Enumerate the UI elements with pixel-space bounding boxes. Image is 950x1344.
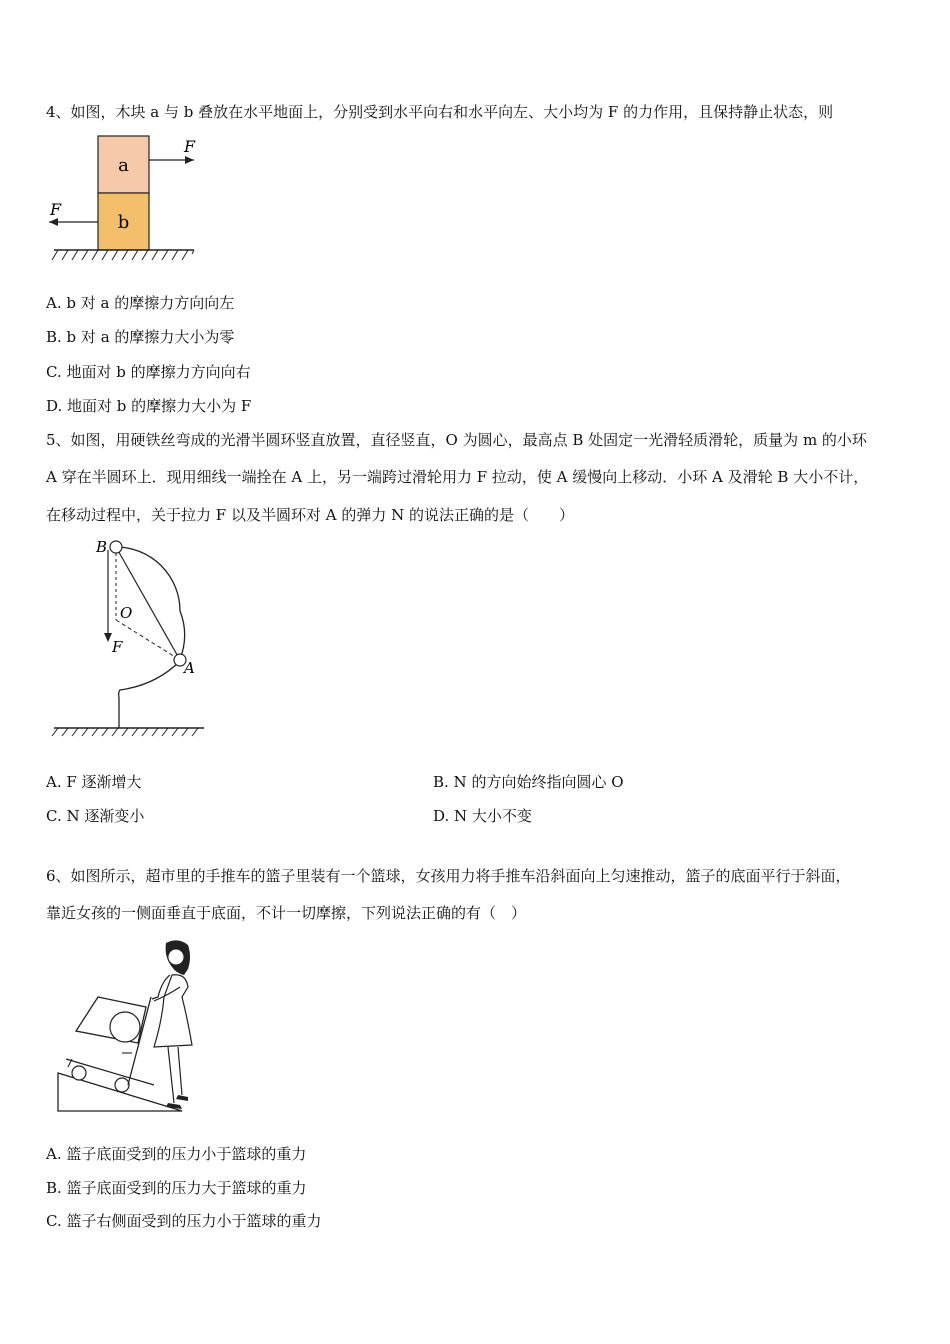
q4-stem: 4、如图，木块 a 与 b 叠放在水平地面上，分别受到水平向右和水平向左、大小均为 F 的力作用，且保持静止状态，则 — [46, 103, 834, 121]
q5-figure — [46, 530, 216, 744]
q6-option-a: A. 篮子底面受到的压力小于篮球的重力 — [46, 1145, 307, 1163]
q4-option-a: A. b 对 a 的摩擦力方向向左 — [46, 294, 235, 312]
q5-option-c: C. N 逐渐变小 — [46, 807, 145, 825]
q5-option-b: B. N 的方向始终指向圆心 O — [433, 773, 624, 791]
label-a: A — [184, 659, 195, 677]
q5-option-d: D. N 大小不变 — [433, 807, 532, 825]
q4-option-c: C. 地面对 b 的摩擦力方向向右 — [46, 363, 251, 381]
q6-stem-line-1: 6、如图所示，超市里的手推车的篮子里装有一个篮球，女孩用力将手推车沿斜面向上匀速推动，篮子的底面平行于斜面， — [46, 867, 851, 885]
q6-option-c: C. 篮子右侧面受到的压力小于篮球的重力 — [46, 1212, 322, 1230]
force-right-label: F — [184, 137, 196, 156]
q5-stem-line-2: A 穿在半圆环上．现用细线一端拴在 A 上，另一端跨过滑轮用力 F 拉动，使 A 缓慢向上移动．小环 A 及滑轮 B 大小不计， — [46, 468, 869, 486]
q4-figure — [44, 130, 204, 269]
q5-option-a: A. F 逐渐增大 — [46, 773, 142, 791]
q6-figure — [54, 935, 204, 1121]
block-a-label: a — [118, 155, 129, 176]
force-left-label: F — [50, 200, 62, 219]
q6-stem-line-2: 靠近女孩的一侧面垂直于底面，不计一切摩擦，下列说法正确的有（ ） — [46, 904, 527, 922]
q6-option-b: B. 篮子底面受到的压力大于篮球的重力 — [46, 1179, 307, 1197]
label-f: F — [112, 638, 123, 656]
label-o: O — [120, 604, 133, 622]
block-b-label: b — [117, 212, 130, 233]
q5-stem-line-1: 5、如图，用硬铁丝弯成的光滑半圆环竖直放置，直径竖直，O 为圆心，最高点 B 处固定一光滑轻质滑轮，质量为 m 的小环 — [46, 431, 867, 449]
label-b: B — [96, 538, 108, 556]
q4-option-b: B. b 对 a 的摩擦力大小为零 — [46, 328, 235, 346]
q5-stem-line-3: 在移动过程中，关于拉力 F 以及半圆环对 A 的弹力 N 的说法正确的是（ ） — [46, 506, 574, 524]
q4-option-d: D. 地面对 b 的摩擦力大小为 F — [46, 397, 252, 415]
